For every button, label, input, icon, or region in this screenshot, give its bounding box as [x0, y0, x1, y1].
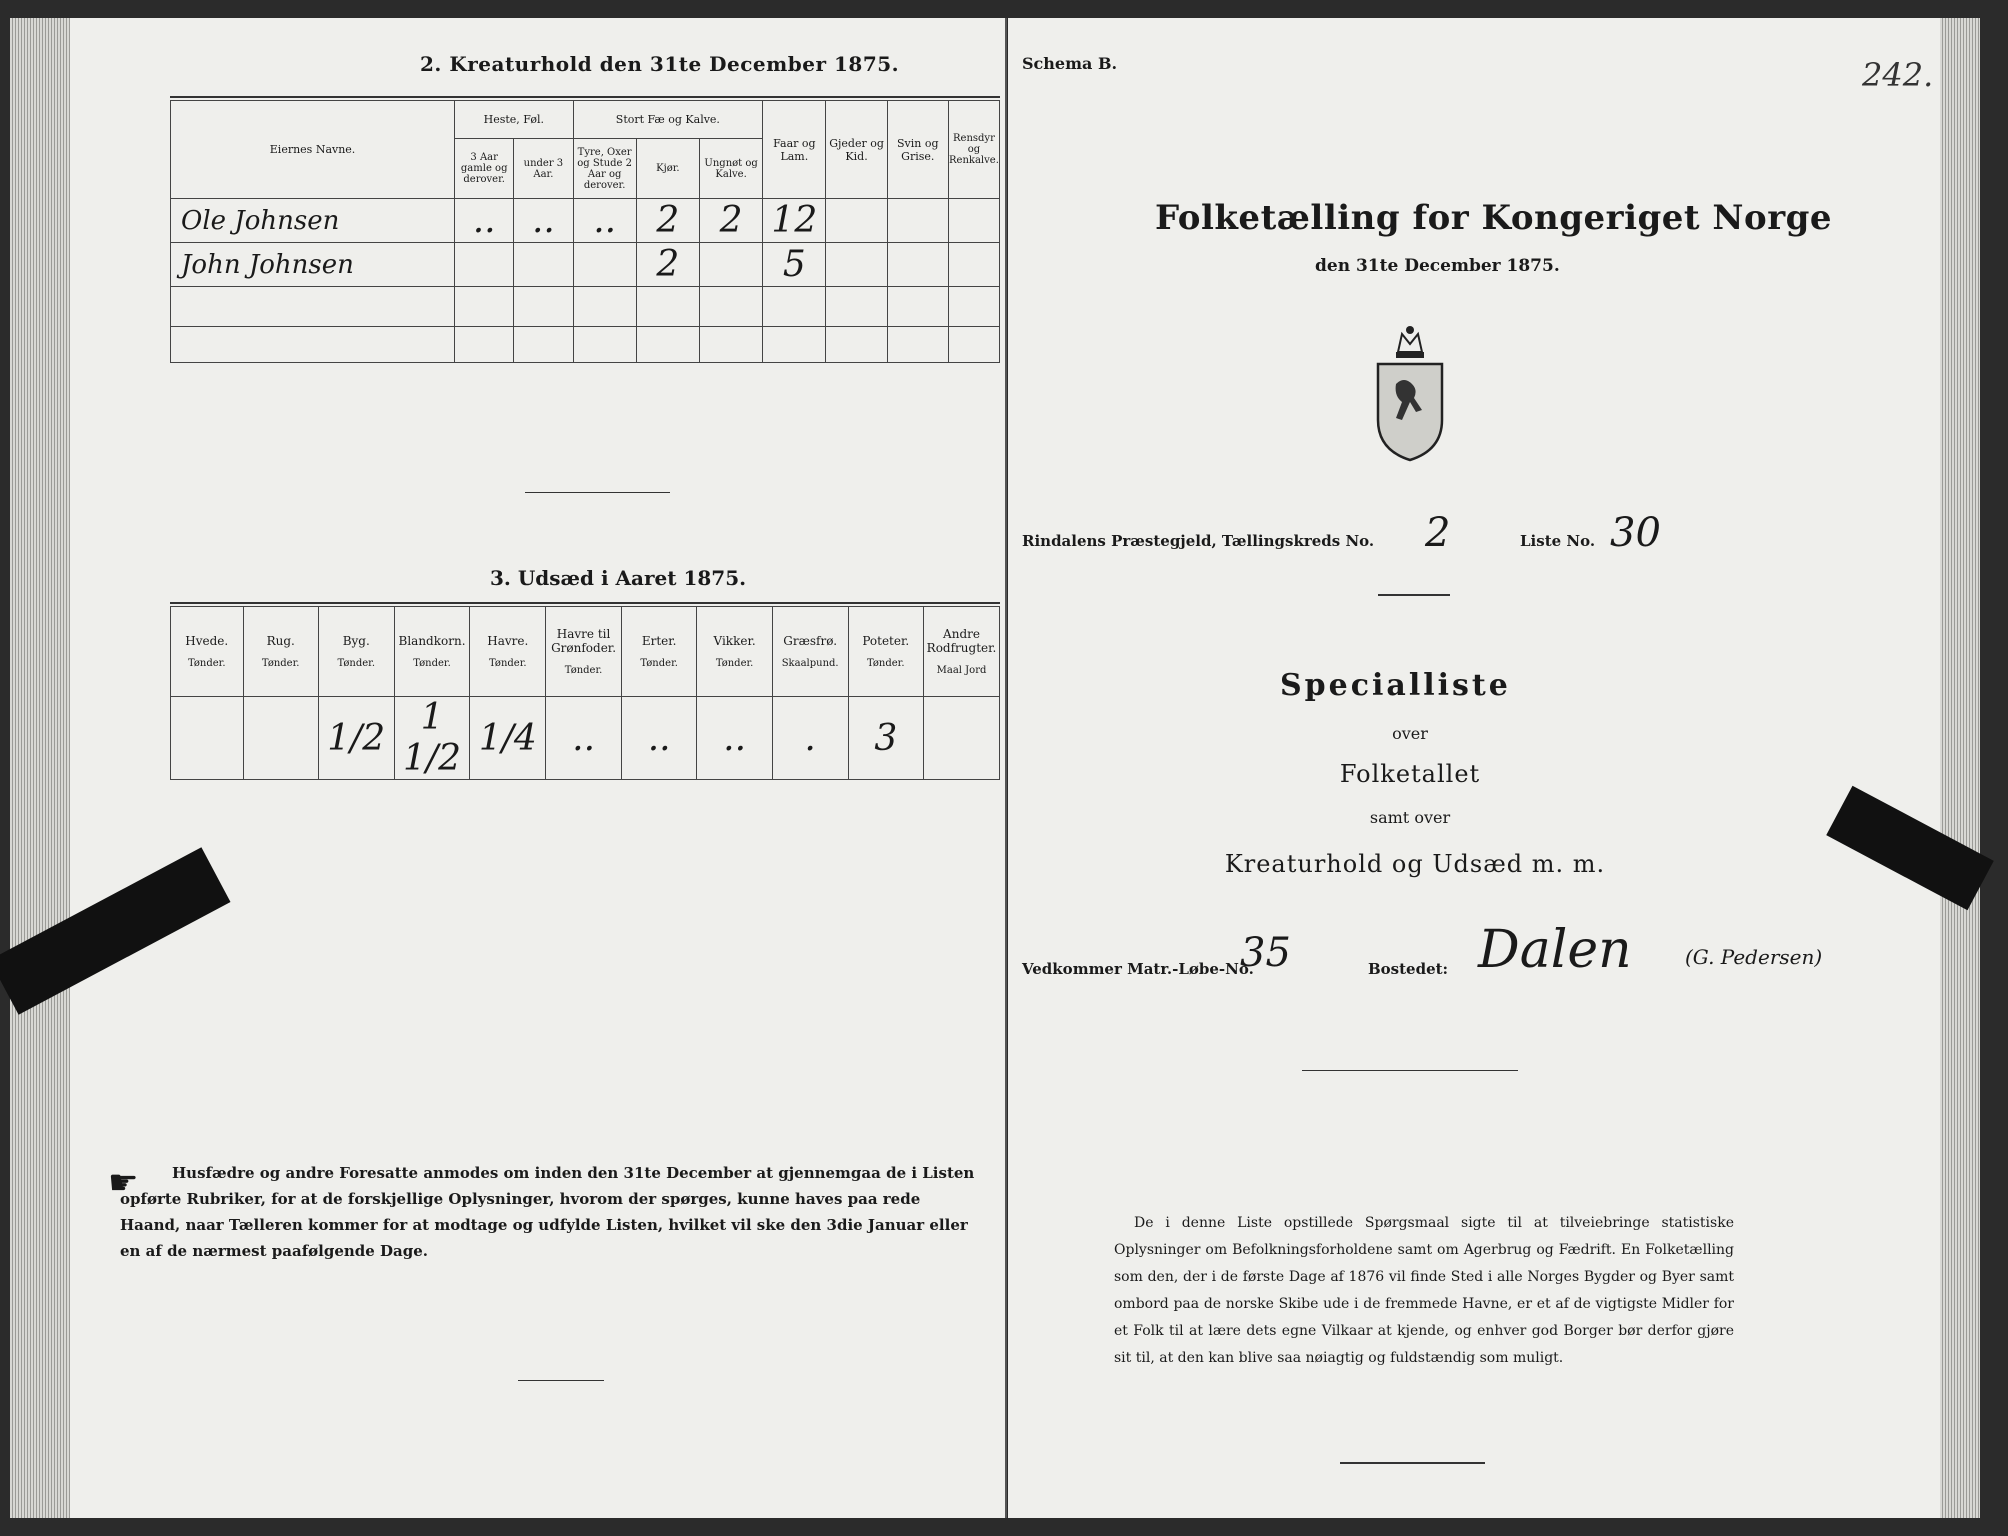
table-row [171, 287, 1000, 327]
seed-header-unit: Tønder. [261, 658, 300, 669]
cell [826, 243, 887, 287]
bostedet-note: (G. Pedersen) [1685, 945, 1823, 969]
header-horses-b: under 3 Aar. [514, 139, 573, 199]
folketallet-label: Folketallet [1339, 760, 1481, 788]
bostedet-label: Bostedet: [1368, 960, 1449, 978]
parish-label: Rindalens Præstegjeld, Tællingskreds No. [1022, 532, 1375, 550]
seed-value: 3 [848, 697, 924, 780]
seed-header-label: Byg. [342, 634, 370, 648]
header-pigs: Svin og Grise. [887, 101, 948, 199]
divider [1340, 1462, 1485, 1464]
cell: .. [455, 199, 514, 243]
header-owner: Eiernes Navne. [171, 101, 455, 199]
seed-header-unit: Tønder. [564, 665, 603, 676]
divider [1378, 594, 1450, 596]
matr-label: Vedkommer Matr.-Løbe-No. [1022, 960, 1254, 978]
samt-over-label: samt over [1369, 808, 1451, 827]
seed-header [394, 607, 470, 697]
header-cattle-b: Kjør. [636, 139, 699, 199]
seed-header-label: Græsfrø. [783, 634, 838, 648]
coat-of-arms-icon [1372, 322, 1448, 462]
seed-header-label: Vikker. [713, 634, 756, 648]
header-cattle-c: Ungnøt og Kalve. [699, 139, 762, 199]
seed-header-unit: Tønder. [866, 658, 905, 669]
seed-header-unit: Tønder. [413, 658, 451, 669]
header-cattle-a: Tyre, Oxer og Stude 2 Aar og derover. [573, 139, 636, 199]
seed-header [848, 607, 924, 697]
kreaturhold-label: Kreaturhold og Udsæd m. m. [1224, 850, 1606, 878]
header-cattle: Stort Fæ og Kalve. [573, 101, 763, 139]
schema-label: Schema B. [1022, 54, 1118, 73]
section2-title: 2. Kreaturhold den 31te December 1875. [420, 52, 900, 76]
specialliste-heading: Specialliste [1280, 668, 1511, 703]
cell: 5 [763, 243, 826, 287]
bostedet-value: Dalen [1478, 920, 1632, 980]
cell [826, 199, 887, 243]
seed-header [318, 607, 394, 697]
cell [948, 243, 999, 287]
list-label: Liste No. [1520, 532, 1596, 550]
cell: .. [573, 199, 636, 243]
divider [525, 492, 670, 493]
table-row [171, 199, 1000, 243]
divider [1302, 1070, 1518, 1071]
seed-header-label: Blandkorn. [398, 634, 466, 648]
seed-value: 1/4 [470, 697, 546, 780]
seed-header [621, 607, 696, 697]
intro-paragraph: De i denne Liste opstillede Spørgsmaal sigte til at tilveiebringe statistiske Oplysninger om Befolkningsforholdene samt om Agerbrug og Fædrift. En Folketælling som den, der i de første Dage af 1876 vil finde Sted i alle Norges Bygder og Byer samt ombord paa de norske Skibe ude i de fremmede Havne, er et af de vigtigste Midler for et Folk til at lære dets egne Vilkaar at kjende, og enhver god Borger bør derfor gjøre sit til, at den kan blive saa nøiagtig og fuldstændig som muligt. [1114, 1215, 1734, 1366]
seed-value: 1 1/2 [394, 697, 470, 780]
book-edge-left [10, 18, 70, 1518]
cell [887, 243, 948, 287]
seed-value [243, 697, 318, 780]
owner-name: John Johnsen [171, 243, 455, 287]
owner-name: Ole Johnsen [171, 199, 455, 243]
seed-header [924, 607, 1000, 697]
cell [699, 243, 762, 287]
seed-header-unit: Tønder. [187, 658, 226, 669]
cell [573, 243, 636, 287]
seed-header [546, 607, 622, 697]
seed-value: 1/2 [318, 697, 394, 780]
seed-value: . [772, 697, 848, 780]
header-goats: Gjeder og Kid. [826, 101, 887, 199]
census-date: den 31te December 1875. [1315, 256, 1560, 276]
seed-header [697, 607, 772, 697]
cell [887, 199, 948, 243]
seed-header-unit: Tønder. [337, 658, 376, 669]
cell: 2 [636, 243, 699, 287]
divider [170, 96, 1000, 98]
cell [948, 199, 999, 243]
seed-header-label: Havre. [487, 634, 529, 648]
seed-header-unit: Maal Jord [936, 665, 987, 676]
seed-value: .. [546, 697, 622, 780]
list-number: 30 [1610, 510, 1661, 556]
seed-header-unit: Tønder. [489, 658, 527, 669]
cell: .. [514, 199, 573, 243]
seed-header [243, 607, 318, 697]
seed-value [924, 697, 1000, 780]
cell: 12 [763, 199, 826, 243]
seed-header [772, 607, 848, 697]
seed-value: .. [621, 697, 696, 780]
header-reindeer: Rensdyr og Renkalve. [948, 101, 999, 199]
notice-text: Husfædre og andre Foresatte anmodes om inden den 31te December at gjennemgaa de i Listen opførte Rubriker, for at de forskjellige Oplysninger, hvorom der spørges, kunne haves paa rede Haand, naar Tælleren kommer for at modtage og udfylde Listen, hvilket vil ske den 3die Januar eller en af de nærmest paafølgende Dage. [120, 1164, 975, 1260]
divider [518, 1380, 604, 1381]
over-label: over [1392, 724, 1428, 743]
cell: 2 [636, 199, 699, 243]
cell [455, 243, 514, 287]
seed-header-unit: Skaalpund. [781, 658, 839, 669]
page-title: Folketælling for Kongeriget Norge [1155, 198, 1833, 238]
seed-header-unit: Tønder. [715, 658, 754, 669]
pointing-hand-icon: ☛ [108, 1163, 139, 1203]
section3-title: 3. Udsæd i Aaret 1875. [490, 566, 747, 590]
seed-header-unit: Tønder. [640, 658, 678, 669]
table-row [171, 327, 1000, 363]
seed-header-label: Havre til Grønfoder. [551, 627, 617, 655]
header-horses: Heste, Føl. [455, 101, 573, 139]
seed-header-label: Poteter. [862, 634, 910, 648]
seed-table [170, 606, 1000, 780]
district-number: 2 [1425, 510, 1451, 556]
seed-value [171, 697, 244, 780]
page-number: 242. [1862, 56, 1934, 94]
seed-value: .. [697, 697, 772, 780]
seed-header [470, 607, 546, 697]
seed-header-label: Rug. [266, 634, 295, 648]
cell: 2 [699, 199, 762, 243]
seed-header-label: Hvede. [185, 634, 229, 648]
seed-header-label: Erter. [641, 634, 677, 648]
livestock-table [170, 100, 1000, 363]
seed-header [171, 607, 244, 697]
divider [170, 602, 1000, 604]
header-horses-a: 3 Aar gamle og derover. [455, 139, 514, 199]
book-edge-right [1940, 18, 1980, 1518]
table-row [171, 243, 1000, 287]
matr-number: 35 [1240, 930, 1291, 976]
seed-header-label: Andre Rodfrugter. [926, 627, 997, 655]
cell [514, 243, 573, 287]
header-sheep: Faar og Lam. [763, 101, 826, 199]
